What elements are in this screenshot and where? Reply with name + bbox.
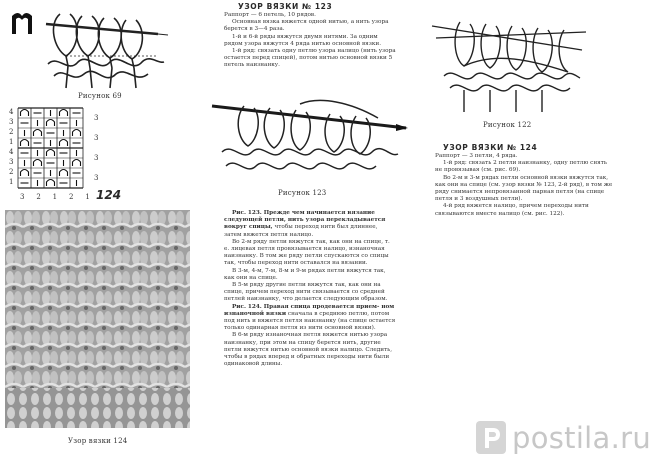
paragraph: Раппорт — 6 петель, 10 рядов. <box>224 12 316 18</box>
chart-row-number: 2 <box>9 128 14 136</box>
figure-69-caption: Рисунок 69 <box>78 92 122 100</box>
figure-122-drawing <box>430 4 590 116</box>
chart-row-number: 4 <box>9 148 14 156</box>
chart-row-number: 1 <box>9 178 14 186</box>
paragraph: Рис. 124. Правая спица продевается прием- ном изнаночной вязки сначала в среднюю петлю, потом под нить и вяжется петля наизнанку (на спице остается только одинарная петля из нити основной вязки). <box>224 303 396 332</box>
paragraph: Рис. 123. Прежде чем начинается вязание следующей петли, нить узора перекладывается вокруг спицы, чтобы переход нити был длиннее, затем вяжется петля налицо. <box>224 210 386 238</box>
chart-row-number: 3 <box>9 118 14 126</box>
paragraph: 4-й ряд вяжется налицо, причем переходы нити связываются вместе налицо (см. рис. 122). <box>435 203 589 217</box>
pattern-number-label: 124 <box>96 188 122 202</box>
chart-row-number: 3 <box>94 174 99 182</box>
chart-row-number: 1 <box>9 138 14 146</box>
paragraph: В 5-м ряду другие петли вяжутся так, как они на спице, причем переход нити связывается со средней петлей наизнанку, что делается следующим образом. <box>224 282 388 303</box>
book-emblem-icon <box>12 13 32 34</box>
chart-row-number: 2 <box>9 168 14 176</box>
paragraph: Основная вязка вяжется одной нитью, а нить узора берется в 3—4 раза. <box>224 19 389 33</box>
pattern-123-heading: УЗОР ВЯЗКИ № 123 <box>238 2 333 11</box>
knitted-fabric-photo <box>5 210 190 428</box>
pattern-123-instructions <box>224 210 396 368</box>
chart-row-number: 3 <box>94 134 99 142</box>
chart-row-number: 3 <box>94 154 99 162</box>
chart-row-number: 3 <box>9 158 14 166</box>
figure-122-caption: Рисунок 122 <box>483 121 532 129</box>
figure-123-drawing <box>210 98 410 180</box>
chart-row-number: 4 <box>9 108 14 116</box>
postila-logo-icon <box>476 421 506 454</box>
chart-column-numbers: 3 2 1 2 1 <box>20 193 90 201</box>
paragraph: Раппорт — 3 петли, 4 ряда. <box>435 153 518 159</box>
paragraph: В 6-м ряду изнаночная петля вяжется нитью узора наизнанку, при этом на спицу берется нить, другие петли вяжутся нитью основной вязки налицо. Следить, чтобы в рядах вперед и обратных переходы нити были одинаковой длины. <box>224 332 393 368</box>
pattern-124-text <box>435 153 615 218</box>
paragraph: 1-й и 6-й ряды вяжутся двумя нитями. За одним рядом узора вяжутся 4 ряда нитью основной вязки. <box>224 33 382 47</box>
paragraph: 1-й ряд: связать 2 петли наизнанку, одну петлю снять не провязывая (см. рис. 69). <box>435 160 607 174</box>
pattern-123-text <box>224 12 396 70</box>
paragraph: В 3-м, 4-м, 7-м, 8-м и 9-м рядах петли вяжутся так, как они на спице. <box>224 267 386 281</box>
paragraph: Во 2-м и 3-м рядах петли основной вязки вяжутся так, как они на спице (см. узор вязки № 123, 2-й ряд), в том же ряду снимается непровязанной парная петля (на спице петля и 3 воздушных петли). <box>435 174 613 203</box>
figure-123-caption: Рисунок 123 <box>278 189 327 197</box>
paragraph: Во 2-м ряду петли вяжутся так, как они на спице, т. е. лицевая петля провязывается налицо, изнаночная наизнанку. В том же ряду петли спускаются со спицы так, чтобы переход нити оставался на вязании. <box>224 238 390 267</box>
paragraph: 1-й ряд: связать одну петлю узора налицо (нить узора остается перед спицей), потом нитью основной вязки 5 петель наизнанку. <box>224 48 396 69</box>
watermark-text: postila.ru <box>512 421 652 455</box>
photo-caption: Узор вязки 124 <box>68 437 128 445</box>
pattern-124-heading: УЗОР ВЯЗКИ № 124 <box>443 143 538 152</box>
chart-row-number: 3 <box>94 114 99 122</box>
figure-69-drawing <box>8 4 193 90</box>
